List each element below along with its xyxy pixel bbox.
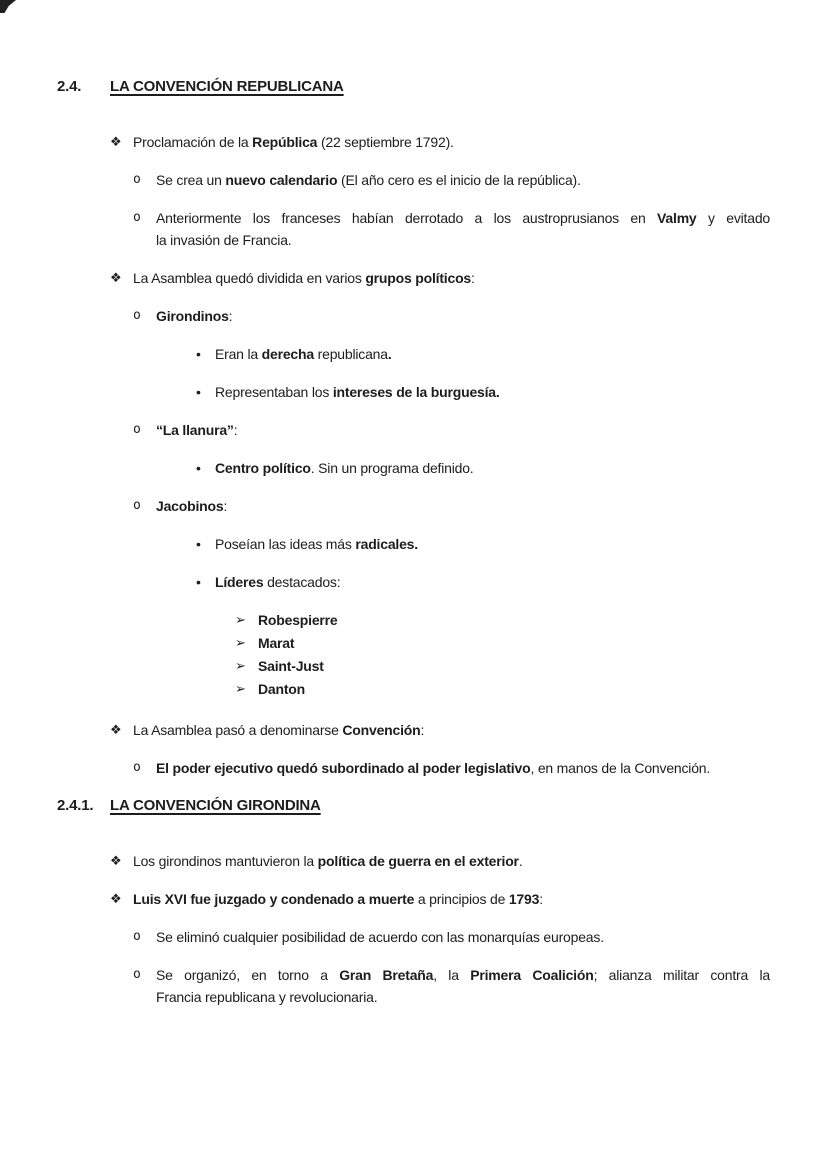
list-item-text [156, 169, 770, 191]
bold-text-segment: Marat [258, 635, 295, 651]
arrow-bullet-icon: ➢ [235, 681, 246, 696]
text-segment: La Asamblea quedó dividida en varios [133, 270, 366, 286]
list-item-text [215, 533, 770, 555]
text-segment: Se crea un [156, 172, 226, 188]
list-item [0, 343, 770, 365]
list-item-text [133, 850, 770, 872]
text-segment: La Asamblea pasó a denominarse [133, 722, 343, 738]
list-item-text [156, 495, 770, 517]
text-line [215, 457, 770, 479]
list-item [0, 632, 770, 654]
text-line [133, 850, 770, 872]
bold-text-segment: intereses de la burguesía. [332, 384, 500, 400]
text-line [133, 267, 770, 289]
text-segment: republicana [313, 346, 388, 362]
list-item-text [156, 305, 770, 327]
text-segment: Representaban los [215, 384, 333, 400]
bold-text-segment: 1793 [508, 891, 540, 907]
list-item [0, 655, 770, 677]
text-line [215, 343, 770, 365]
list-item [0, 850, 770, 872]
list-item [0, 533, 770, 555]
list-item-text [156, 757, 770, 779]
bold-text-segment: Danton [258, 681, 306, 697]
text-line [215, 533, 770, 555]
bold-text-segment: . [387, 346, 392, 362]
list-item [0, 571, 770, 593]
dot-bullet-icon: • [196, 384, 201, 400]
list-item [0, 381, 770, 403]
bold-text-segment: Gran Bretaña [339, 967, 434, 983]
text-segment: (22 septiembre 1792). [317, 134, 454, 150]
bold-text-segment: Girondinos [156, 308, 229, 324]
text-segment: Los girondinos mantuvieron la [133, 853, 318, 869]
text-segment: . [518, 853, 523, 869]
bold-text-segment: Centro político [215, 460, 311, 476]
list-item [0, 131, 770, 153]
list-item-text [215, 571, 770, 593]
diamond-bullet-icon: ❖ [110, 891, 122, 906]
list-item-text [258, 632, 770, 654]
text-segment: , en manos de la Convención. [530, 760, 711, 776]
bold-text-segment: “La llanura” [156, 422, 234, 438]
section-number: 2.4. [57, 78, 82, 95]
bold-text-segment: nuevo calendario [225, 172, 338, 188]
text-segment: Proclamación de la [133, 134, 253, 150]
scan-artifact-mark [0, 0, 16, 13]
list-item [0, 926, 770, 948]
bold-text-segment: República [252, 134, 318, 150]
text-line [133, 719, 770, 741]
text-segment: Eran la [215, 346, 262, 362]
text-segment: . Sin un programa definido. [310, 460, 474, 476]
bold-text-segment: grupos políticos [365, 270, 472, 286]
list-item-text [215, 343, 770, 365]
text-line [156, 964, 770, 986]
list-item [0, 495, 770, 517]
list-item-text [156, 207, 770, 251]
section-title: LA CONVENCIÓN REPUBLICANA [110, 78, 344, 95]
circle-bullet-icon: o [133, 498, 141, 513]
circle-bullet-icon: o [133, 172, 141, 187]
arrow-bullet-icon: ➢ [235, 612, 246, 627]
circle-bullet-icon: o [133, 210, 141, 225]
text-segment: Se organizó, en torno a [156, 967, 340, 983]
diamond-bullet-icon: ❖ [110, 853, 122, 868]
dot-bullet-icon: • [196, 346, 201, 362]
bold-text-segment: política de guerra en el exterior [317, 853, 519, 869]
text-line [156, 169, 770, 191]
list-item-text [156, 964, 770, 1008]
text-line [156, 986, 770, 1008]
text-segment: (El año cero es el inicio de la república). [337, 172, 581, 188]
section-heading [0, 76, 770, 98]
dot-bullet-icon: • [196, 460, 201, 476]
list-item-text [215, 381, 770, 403]
list-item [0, 757, 770, 779]
list-item-text [156, 419, 770, 441]
text-segment: : [471, 270, 475, 286]
circle-bullet-icon: o [133, 422, 141, 437]
bold-text-segment: Jacobinos [156, 498, 224, 514]
bold-text-segment: Robespierre [258, 612, 338, 628]
bold-text-segment: Luis XVI fue juzgado y condenado a muerte [133, 891, 415, 907]
bold-text-segment: Líderes [215, 574, 264, 590]
text-line [258, 609, 770, 631]
list-item-text [258, 678, 770, 700]
list-item [0, 419, 770, 441]
text-segment: , la [433, 967, 471, 983]
list-item-text [133, 131, 770, 153]
diamond-bullet-icon: ❖ [110, 722, 122, 737]
text-line [156, 419, 770, 441]
text-segment: destacados: [263, 574, 341, 590]
dot-bullet-icon: • [196, 574, 201, 590]
text-segment: la invasión de Francia. [156, 232, 292, 248]
circle-bullet-icon: o [133, 967, 141, 982]
text-segment: : [223, 498, 228, 514]
circle-bullet-icon: o [133, 929, 141, 944]
text-segment: a principios de [414, 891, 509, 907]
text-segment: : [233, 422, 238, 438]
arrow-bullet-icon: ➢ [235, 635, 246, 650]
text-line [215, 571, 770, 593]
text-line [156, 926, 770, 948]
bold-text-segment: Valmy [657, 210, 697, 226]
text-segment: : [228, 308, 233, 324]
section-number: 2.4.1. [57, 797, 94, 814]
list-item-text [258, 609, 770, 631]
list-item [0, 888, 770, 910]
text-segment: y evitado [696, 210, 770, 226]
text-segment: : [420, 722, 425, 738]
text-line [258, 655, 770, 677]
list-item [0, 457, 770, 479]
text-segment: Se eliminó cualquier posibilidad de acuerdo con las monarquías europeas. [156, 929, 604, 945]
list-item [0, 609, 770, 631]
text-segment: Anteriormente los franceses habían derrotado a los austroprusianos en [156, 210, 658, 226]
bold-text-segment: El poder ejecutivo quedó subordinado al poder legislativo [156, 760, 531, 776]
text-segment: Francia republicana y revolucionaria. [156, 989, 378, 1005]
bold-text-segment: radicales. [355, 536, 418, 552]
text-line [156, 207, 770, 229]
circle-bullet-icon: o [133, 760, 141, 775]
bold-text-segment: Convención [342, 722, 421, 738]
text-line [156, 757, 770, 779]
list-item [0, 719, 770, 741]
text-segment: Poseían las ideas más [215, 536, 356, 552]
text-segment: : [539, 891, 543, 907]
text-segment: ; alianza militar contra la [593, 967, 770, 983]
list-item-text [133, 719, 770, 741]
text-line [156, 229, 770, 251]
dot-bullet-icon: • [196, 536, 201, 552]
bold-text-segment: Primera Coalición [470, 967, 594, 983]
text-line [133, 888, 770, 910]
list-item-text [215, 457, 770, 479]
list-item-text [258, 655, 770, 677]
circle-bullet-icon: o [133, 308, 141, 323]
text-line [215, 381, 770, 403]
section-title: LA CONVENCIÓN GIRONDINA [110, 797, 321, 814]
list-item [0, 678, 770, 700]
text-line [258, 678, 770, 700]
text-line [133, 131, 770, 153]
text-line [258, 632, 770, 654]
list-item-text [133, 888, 770, 910]
list-item [0, 207, 770, 251]
text-line [156, 305, 770, 327]
diamond-bullet-icon: ❖ [110, 134, 122, 149]
list-item [0, 267, 770, 289]
list-item [0, 305, 770, 327]
bold-text-segment: derecha [261, 346, 314, 362]
list-item [0, 169, 770, 191]
diamond-bullet-icon: ❖ [110, 270, 122, 285]
text-line [156, 495, 770, 517]
section-heading [0, 795, 770, 817]
arrow-bullet-icon: ➢ [235, 658, 246, 673]
list-item [0, 964, 770, 1008]
list-item-text [156, 926, 770, 948]
bold-text-segment: Saint-Just [258, 658, 324, 674]
list-item-text [133, 267, 770, 289]
